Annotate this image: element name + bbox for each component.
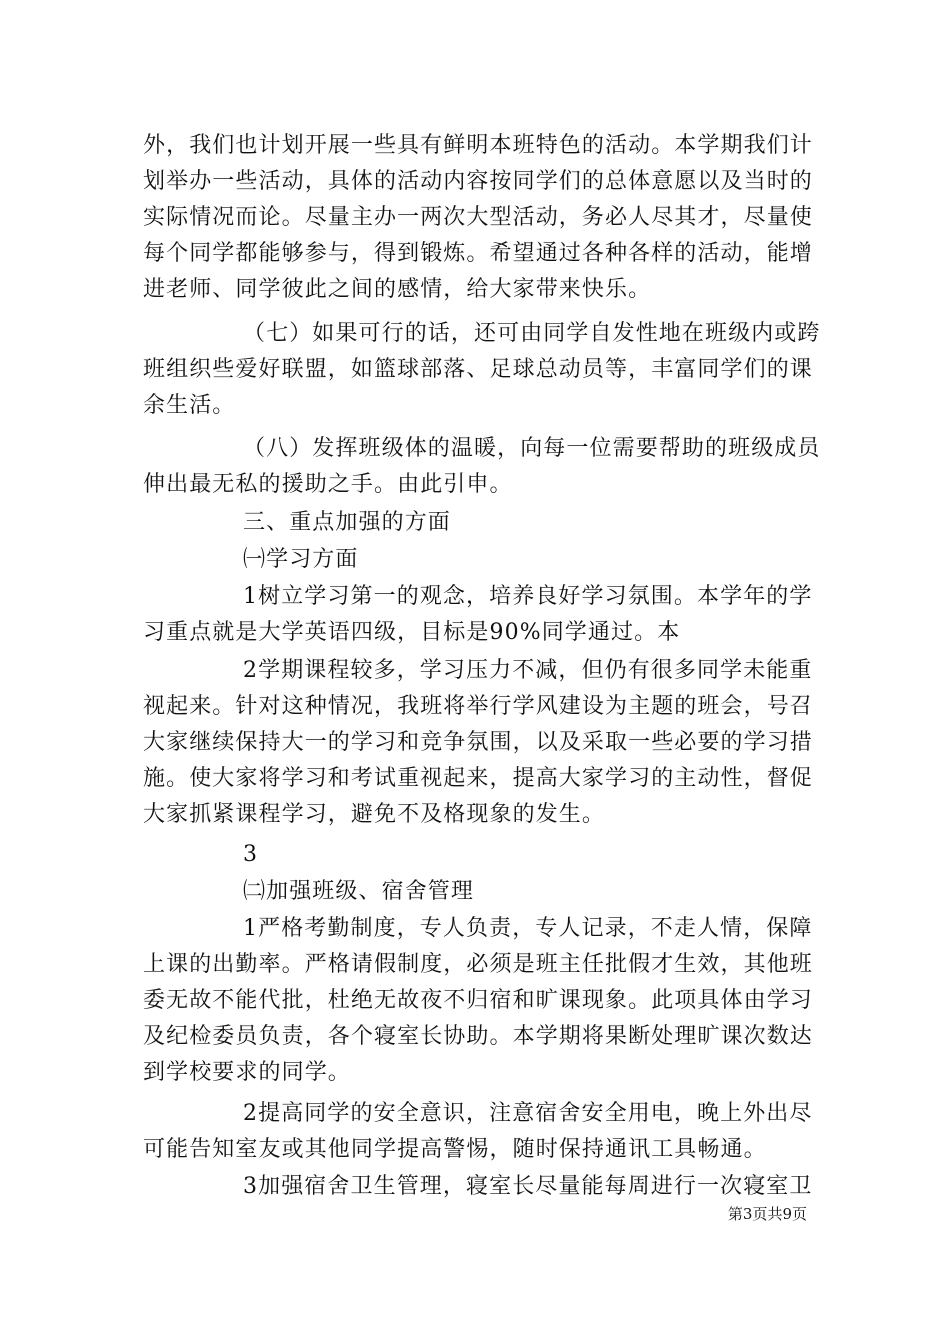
body-line: 3加强宿舍卫生管理，寝室长尽量能每周进行一次寝室卫 — [243, 1174, 813, 1199]
body-line: 外，我们也计划开展一些具有鲜明本班特色的活动。本学期我们计 — [143, 133, 813, 158]
body-line: （七）如果可行的话，还可由同学自发性地在班级内或跨 — [243, 321, 821, 346]
body-line: 1树立学习第一的观念，培养良好学习氛围。本学年的学 — [243, 584, 813, 609]
body-line: 实际情况而论。尽量主办一两次大型活动，务必人尽其才，尽量使 — [143, 205, 813, 230]
body-line: （八）发挥班级体的温暖，向每一位需要帮助的班级成员 — [243, 436, 821, 461]
body-line: 划举办一些活动，具体的活动内容按同学们的总体意愿以及当时的 — [143, 169, 813, 194]
section-heading: 三、重点加强的方面 — [243, 510, 451, 535]
body-line: 2学期课程较多，学习压力不减，但仍有很多同学未能重 — [243, 658, 813, 683]
body-line: 及纪检委员负责，各个寝室长协助。本学期将果断处理旷课次数达 — [143, 1024, 813, 1049]
body-line: 习重点就是大学英语四级，目标是90%同学通过。本 — [143, 620, 681, 645]
body-line: 视起来。针对这种情况，我班将举行学风建设为主题的班会，号召 — [143, 694, 813, 719]
body-line: 上课的出勤率。严格请假制度，必须是班主任批假才生效，其他班 — [143, 952, 813, 977]
body-line: 到学校要求的同学。 — [143, 1060, 351, 1085]
subsection-heading: ㈠学习方面 — [243, 547, 359, 572]
body-line: 伸出最无私的援助之手。由此引申。 — [143, 472, 513, 497]
body-line: 1严格考勤制度，专人负责，专人记录，不走人情，保障 — [243, 916, 813, 941]
page-number-inline: 3 — [243, 842, 259, 867]
subsection-heading: ㈡加强班级、宿舍管理 — [243, 879, 475, 904]
body-line: 可能告知室友或其他同学提高警惕，随时保持通讯工具畅通。 — [143, 1137, 767, 1162]
page-footer: 第3页共9页 — [727, 1205, 807, 1223]
body-line: 余生活。 — [143, 393, 236, 418]
body-line: 大家继续保持大一的学习和竞争氛围，以及采取一些必要的学习措 — [143, 730, 813, 755]
body-line: 委无故不能代批，杜绝无故夜不归宿和旷课现象。此项具体由学习 — [143, 988, 813, 1013]
body-line: 班组织些爱好联盟，如篮球部落、足球总动员等，丰富同学们的课 — [143, 357, 813, 382]
body-line: 进老师、同学彼此之间的感情，给大家带来快乐。 — [143, 277, 652, 302]
body-line: 每个同学都能够参与，得到锻炼。希望通过各种各样的活动，能增 — [143, 241, 813, 266]
body-line: 施。使大家将学习和考试重视起来，提高大家学习的主动性，督促 — [143, 766, 813, 791]
body-line: 2提高同学的安全意识，注意宿舍安全用电，晚上外出尽 — [243, 1101, 813, 1126]
body-line: 大家抓紧课程学习，避免不及格现象的发生。 — [143, 802, 606, 827]
